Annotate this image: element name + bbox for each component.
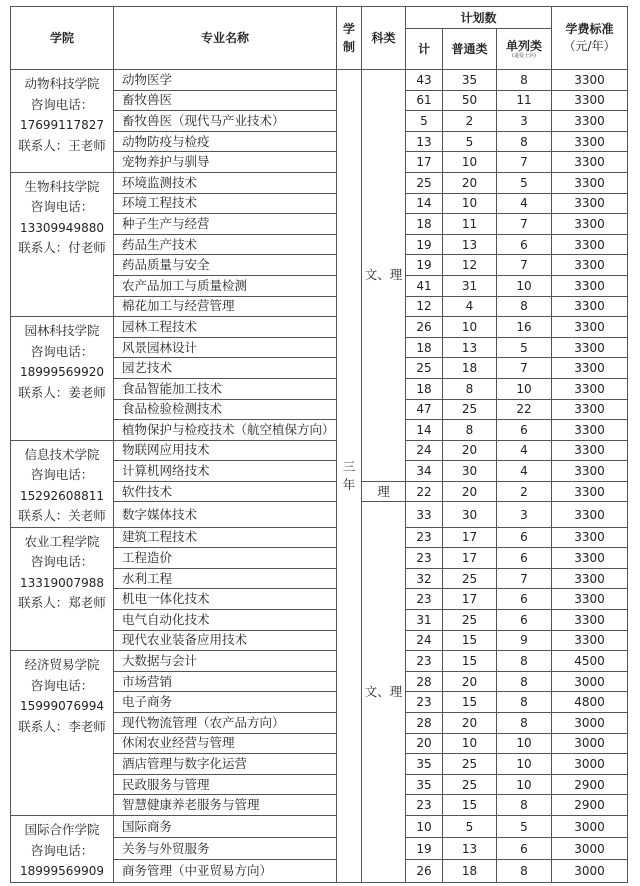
plan-separate-cell: 5: [497, 172, 552, 193]
subject-cell: 文、理: [362, 502, 406, 882]
tuition-fee-cell: 3000: [552, 838, 628, 860]
plan-regular-cell: 15: [443, 795, 497, 816]
tuition-fee-cell: 3300: [552, 214, 628, 235]
plan-total-cell: 23: [406, 548, 443, 569]
plan-separate-cell: 8: [497, 651, 552, 672]
plan-total-cell: 26: [406, 860, 443, 882]
plan-regular-cell: 20: [443, 671, 497, 692]
plan-total-cell: 32: [406, 568, 443, 589]
tuition-fee-cell: 3300: [552, 378, 628, 399]
tuition-fee-cell: 3300: [552, 568, 628, 589]
header-fee-line2: （元/年）: [563, 39, 616, 53]
plan-regular-cell: 11: [443, 214, 497, 235]
plan-total-cell: 13: [406, 131, 443, 152]
major-name-cell: 机电一体化技术: [114, 589, 337, 610]
plan-separate-cell: 10: [497, 754, 552, 775]
college-contact: 联系人：付老师: [18, 240, 106, 256]
plan-total-cell: 24: [406, 630, 443, 651]
major-name-cell: 畜牧兽医（现代马产业技术）: [114, 111, 337, 132]
plan-separate-cell: 4: [497, 461, 552, 482]
tuition-fee-cell: 3300: [552, 317, 628, 338]
major-name-cell: 电气自动化技术: [114, 610, 337, 631]
college-name: 农业工程学院: [24, 533, 100, 549]
plan-separate-cell: 10: [497, 733, 552, 754]
plan-total-cell: 5: [406, 111, 443, 132]
plan-regular-cell: 5: [443, 816, 497, 838]
tuition-fee-cell: 3000: [552, 713, 628, 734]
plan-regular-cell: 18: [443, 358, 497, 379]
plan-separate-cell: 7: [497, 152, 552, 173]
plan-separate-cell: 8: [497, 795, 552, 816]
plan-regular-cell: 30: [443, 461, 497, 482]
major-name-cell: 农产品加工与质量检测: [114, 275, 337, 296]
plan-regular-cell: 10: [443, 317, 497, 338]
school-system-cell: 三 年: [337, 70, 362, 883]
plan-total-cell: 35: [406, 774, 443, 795]
plan-regular-cell: 35: [443, 70, 497, 91]
tuition-fee-cell: 3300: [552, 420, 628, 441]
college-phone: 13309949880: [20, 220, 104, 235]
plan-separate-cell: 6: [497, 589, 552, 610]
tuition-fee-cell: 3300: [552, 193, 628, 214]
tuition-fee-cell: 3300: [552, 630, 628, 651]
tuition-fee-cell: 3300: [552, 548, 628, 569]
tuition-fee-cell: 3300: [552, 275, 628, 296]
plan-separate-cell: 7: [497, 255, 552, 276]
plan-separate-cell: 4: [497, 193, 552, 214]
header-years: [337, 7, 362, 70]
major-name-cell: 计算机网络技术: [114, 461, 337, 482]
tuition-fee-cell: 2900: [552, 774, 628, 795]
plan-total-cell: 41: [406, 275, 443, 296]
tuition-fee-cell: 3000: [552, 860, 628, 882]
major-name-cell: 酒店管理与数字化运营: [114, 754, 337, 775]
college-phone: 17699117827: [20, 118, 104, 132]
major-name-cell: 风景园林设计: [114, 337, 337, 358]
tuition-fee-cell: 2900: [552, 795, 628, 816]
plan-regular-cell: 30: [443, 502, 497, 527]
tuition-fee-cell: 3300: [552, 90, 628, 111]
college-phone-label: 咨询电话：: [30, 467, 94, 483]
plan-total-cell: 23: [406, 651, 443, 672]
major-name-cell: 商务管理（中亚贸易方向）: [114, 860, 337, 882]
plan-separate-cell: 8: [497, 296, 552, 317]
college-cell: [11, 70, 114, 173]
plan-separate-cell: 8: [497, 860, 552, 882]
college-phone-label: 咨询电话：: [30, 554, 94, 570]
header-fee-line1: 学费标准: [565, 22, 614, 36]
plan-separate-cell: 7: [497, 358, 552, 379]
plan-regular-cell: 15: [443, 651, 497, 672]
tuition-fee-cell: 3300: [552, 399, 628, 420]
header-subject: 科类: [362, 7, 406, 70]
plan-total-cell: 12: [406, 296, 443, 317]
major-name-cell: 现代农业装备应用技术: [114, 630, 337, 651]
major-name-cell: 智慧健康养老服务与管理: [114, 795, 337, 816]
major-name-cell: 环境监测技术: [114, 172, 337, 193]
major-name-cell: 数字媒体技术: [114, 502, 337, 527]
major-name-cell: 动物防疫与检疫: [114, 131, 337, 152]
major-name-cell: 动物医学: [114, 70, 337, 91]
table-row: [11, 651, 628, 672]
table-row: [11, 172, 628, 193]
college-contact: 联系人：李老师: [18, 718, 106, 734]
plan-total-cell: 26: [406, 317, 443, 338]
plan-regular-cell: 15: [443, 630, 497, 651]
plan-separate-cell: 6: [497, 548, 552, 569]
major-name-cell: 水利工程: [114, 568, 337, 589]
major-name-cell: 药品生产技术: [114, 234, 337, 255]
college-phone: 13319007988: [20, 575, 104, 590]
plan-separate-cell: 7: [497, 568, 552, 589]
college-name: 国际合作学院: [24, 822, 100, 837]
header-separate-label: 单列类: [505, 39, 542, 53]
header-fee: [552, 7, 628, 70]
tuition-fee-cell: 3000: [552, 816, 628, 838]
table-body: [11, 70, 628, 883]
plan-separate-cell: 10: [497, 275, 552, 296]
tuition-fee-cell: 3300: [552, 172, 628, 193]
plan-separate-cell: 6: [497, 838, 552, 860]
plan-regular-cell: 20: [443, 172, 497, 193]
plan-total-cell: 22: [406, 481, 443, 502]
plan-regular-cell: 13: [443, 838, 497, 860]
major-name-cell: 宠物养护与驯导: [114, 152, 337, 173]
header-total: 计: [406, 29, 443, 70]
college-contact: 联系人：郑老师: [18, 595, 106, 611]
tuition-fee-cell: 3300: [552, 131, 628, 152]
plan-regular-cell: 10: [443, 193, 497, 214]
plan-separate-cell: 8: [497, 692, 552, 713]
plan-regular-cell: 20: [443, 440, 497, 461]
enrollment-plan-table: [10, 6, 628, 883]
tuition-fee-cell: 4500: [552, 651, 628, 672]
plan-total-cell: 25: [406, 358, 443, 379]
plan-separate-cell: 8: [497, 671, 552, 692]
major-name-cell: 药品质量与安全: [114, 255, 337, 276]
plan-regular-cell: 25: [443, 610, 497, 631]
tuition-fee-cell: 3300: [552, 527, 628, 548]
major-name-cell: 工程造价: [114, 548, 337, 569]
plan-total-cell: 28: [406, 713, 443, 734]
plan-total-cell: 24: [406, 440, 443, 461]
plan-regular-cell: 10: [443, 733, 497, 754]
plan-regular-cell: 17: [443, 527, 497, 548]
tuition-fee-cell: 3300: [552, 502, 628, 527]
college-name: 经济贸易学院: [24, 657, 100, 673]
plan-separate-cell: 4: [497, 440, 552, 461]
tuition-fee-cell: 3300: [552, 481, 628, 502]
plan-regular-cell: 25: [443, 568, 497, 589]
plan-separate-cell: 6: [497, 420, 552, 441]
major-name-cell: 园林工程技术: [114, 317, 337, 338]
subject-cell: 理: [362, 481, 406, 502]
plan-separate-cell: 9: [497, 630, 552, 651]
plan-total-cell: 17: [406, 152, 443, 173]
plan-separate-cell: 6: [497, 234, 552, 255]
college-phone-label: 咨询电话：: [30, 199, 94, 215]
major-name-cell: 电子商务: [114, 692, 337, 713]
major-name-cell: 食品智能加工技术: [114, 378, 337, 399]
plan-total-cell: 35: [406, 754, 443, 775]
header-row-top: [11, 7, 628, 29]
plan-separate-cell: 8: [497, 70, 552, 91]
college-cell: [11, 440, 114, 527]
plan-regular-cell: 12: [443, 255, 497, 276]
plan-separate-cell: 8: [497, 131, 552, 152]
plan-separate-cell: 6: [497, 527, 552, 548]
plan-separate-cell: 10: [497, 774, 552, 795]
tuition-fee-cell: 3300: [552, 111, 628, 132]
tuition-fee-cell: 3300: [552, 358, 628, 379]
college-contact: 联系人：王老师: [18, 137, 106, 153]
major-name-cell: 民政服务与管理: [114, 774, 337, 795]
plan-total-cell: 61: [406, 90, 443, 111]
major-name-cell: 环境工程技术: [114, 193, 337, 214]
tuition-fee-cell: 3300: [552, 461, 628, 482]
plan-regular-cell: 20: [443, 713, 497, 734]
major-name-cell: 物联网应用技术: [114, 440, 337, 461]
major-name-cell: 国际商务: [114, 816, 337, 838]
plan-separate-cell: 8: [497, 713, 552, 734]
plan-regular-cell: 2: [443, 111, 497, 132]
plan-separate-cell: 16: [497, 317, 552, 338]
major-name-cell: 园艺技术: [114, 358, 337, 379]
major-name-cell: 棉花加工与经营管理: [114, 296, 337, 317]
plan-total-cell: 20: [406, 733, 443, 754]
subject-cell: 文、理: [362, 70, 406, 482]
tuition-fee-cell: 3000: [552, 754, 628, 775]
table-row: [11, 317, 628, 338]
college-name: 园林科技学院: [24, 323, 100, 339]
plan-total-cell: 28: [406, 671, 443, 692]
plan-total-cell: 19: [406, 838, 443, 860]
major-name-cell: 大数据与会计: [114, 651, 337, 672]
college-name: 生物科技学院: [24, 178, 100, 194]
tuition-fee-cell: 3300: [552, 296, 628, 317]
plan-total-cell: 47: [406, 399, 443, 420]
college-phone: 18999569909: [20, 864, 104, 878]
college-phone: 18999569920: [20, 365, 104, 380]
plan-regular-cell: 15: [443, 692, 497, 713]
tuition-fee-cell: 3300: [552, 152, 628, 173]
plan-separate-cell: 5: [497, 816, 552, 838]
major-name-cell: 休闲农业经营与管理: [114, 733, 337, 754]
plan-regular-cell: 18: [443, 860, 497, 882]
plan-total-cell: 18: [406, 378, 443, 399]
plan-total-cell: 18: [406, 214, 443, 235]
plan-total-cell: 23: [406, 795, 443, 816]
plan-separate-cell: 11: [497, 90, 552, 111]
table-row: [11, 70, 628, 91]
plan-regular-cell: 17: [443, 589, 497, 610]
college-phone-label: 咨询电话：: [30, 343, 94, 359]
college-name: 信息技术学院: [24, 446, 100, 462]
header-separate-note: (退役士兵): [512, 53, 536, 59]
plan-regular-cell: 8: [443, 378, 497, 399]
plan-separate-cell: 7: [497, 214, 552, 235]
plan-total-cell: 23: [406, 692, 443, 713]
college-contact: 联系人：关老师: [18, 508, 106, 524]
plan-regular-cell: 25: [443, 399, 497, 420]
table-row: [11, 440, 628, 461]
plan-regular-cell: 10: [443, 152, 497, 173]
plan-regular-cell: 5: [443, 131, 497, 152]
tuition-fee-cell: 3000: [552, 733, 628, 754]
plan-regular-cell: 17: [443, 548, 497, 569]
college-phone: 15999076994: [20, 699, 104, 714]
plan-total-cell: 34: [406, 461, 443, 482]
college-cell: [11, 172, 114, 316]
plan-separate-cell: 6: [497, 610, 552, 631]
tuition-fee-cell: 3300: [552, 440, 628, 461]
plan-separate-cell: 10: [497, 378, 552, 399]
college-phone: 15292608811: [20, 488, 104, 503]
plan-total-cell: 31: [406, 610, 443, 631]
header-plan: 计划数: [406, 7, 552, 29]
college-phone-label: 咨询电话：: [30, 677, 94, 693]
college-phone-label: 咨询电话：: [30, 96, 94, 112]
plan-regular-cell: 25: [443, 754, 497, 775]
major-name-cell: 畜牧兽医: [114, 90, 337, 111]
table-row: [11, 816, 628, 838]
major-name-cell: 食品检验检测技术: [114, 399, 337, 420]
header-major: 专业名称: [114, 7, 337, 70]
tuition-fee-cell: 3300: [552, 589, 628, 610]
plan-total-cell: 18: [406, 337, 443, 358]
plan-regular-cell: 20: [443, 481, 497, 502]
plan-total-cell: 14: [406, 420, 443, 441]
college-name: 动物科技学院: [24, 76, 100, 91]
header-college: 学院: [11, 7, 114, 70]
major-name-cell: 软件技术: [114, 481, 337, 502]
plan-regular-cell: 13: [443, 337, 497, 358]
plan-total-cell: 19: [406, 255, 443, 276]
major-name-cell: 现代物流管理（农产品方向）: [114, 713, 337, 734]
major-name-cell: 种子生产与经营: [114, 214, 337, 235]
major-name-cell: 植物保护与检疫技术（航空植保方向）: [114, 420, 337, 441]
plan-total-cell: 25: [406, 172, 443, 193]
major-name-cell: 建筑工程技术: [114, 527, 337, 548]
tuition-fee-cell: 3300: [552, 610, 628, 631]
plan-total-cell: 33: [406, 502, 443, 527]
tuition-fee-cell: 3300: [552, 70, 628, 91]
college-cell: [11, 651, 114, 816]
header-separate: [497, 29, 552, 70]
tuition-fee-cell: 3000: [552, 671, 628, 692]
plan-total-cell: 43: [406, 70, 443, 91]
plan-separate-cell: 22: [497, 399, 552, 420]
plan-regular-cell: 4: [443, 296, 497, 317]
header-years-text: 学 制: [342, 22, 355, 54]
plan-regular-cell: 50: [443, 90, 497, 111]
header-regular: 普通类: [443, 29, 497, 70]
plan-regular-cell: 25: [443, 774, 497, 795]
plan-total-cell: 19: [406, 234, 443, 255]
college-cell: [11, 816, 114, 883]
major-name-cell: 市场营销: [114, 671, 337, 692]
tuition-fee-cell: 3300: [552, 255, 628, 276]
plan-separate-cell: 2: [497, 481, 552, 502]
plan-regular-cell: 31: [443, 275, 497, 296]
plan-total-cell: 14: [406, 193, 443, 214]
college-contact: 联系人：姜老师: [18, 384, 106, 400]
plan-separate-cell: 3: [497, 502, 552, 527]
major-name-cell: 关务与外贸服务: [114, 838, 337, 860]
plan-total-cell: 23: [406, 589, 443, 610]
plan-regular-cell: 13: [443, 234, 497, 255]
table-row: [11, 527, 628, 548]
tuition-fee-cell: 4800: [552, 692, 628, 713]
plan-total-cell: 10: [406, 816, 443, 838]
plan-separate-cell: 5: [497, 337, 552, 358]
plan-total-cell: 23: [406, 527, 443, 548]
plan-separate-cell: 3: [497, 111, 552, 132]
tuition-fee-cell: 3300: [552, 234, 628, 255]
plan-regular-cell: 8: [443, 420, 497, 441]
tuition-fee-cell: 3300: [552, 337, 628, 358]
college-phone-label: 咨询电话：: [30, 842, 94, 858]
college-cell: [11, 317, 114, 441]
college-cell: [11, 527, 114, 651]
